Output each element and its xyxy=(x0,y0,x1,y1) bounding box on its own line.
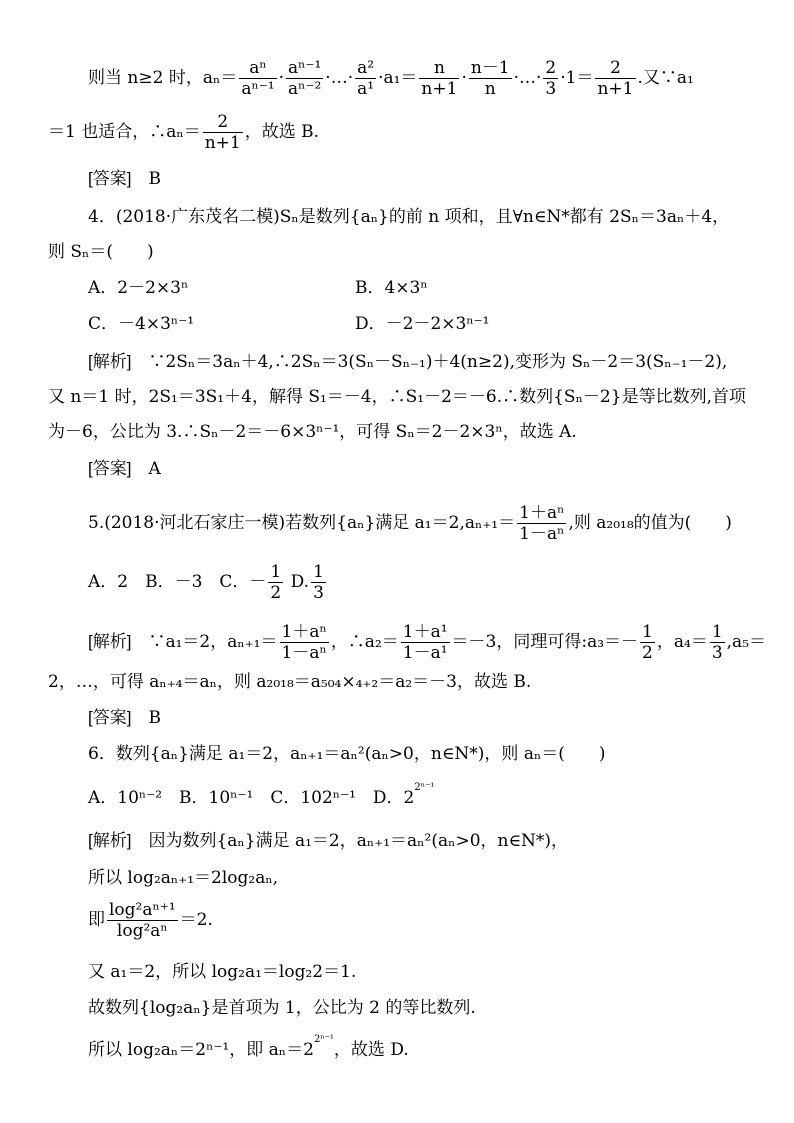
text: ·…· xyxy=(513,68,542,88)
superscript: 2ⁿ⁻¹ xyxy=(313,1034,334,1046)
solution-6-line-1 xyxy=(88,829,568,853)
denominator: a¹ xyxy=(357,79,375,99)
text: D. xyxy=(290,572,310,592)
text: aₙ＝ xyxy=(202,68,238,88)
text: ·a₁＝ xyxy=(378,68,418,88)
answer-3 xyxy=(88,167,161,191)
question-5 xyxy=(88,503,732,544)
fraction xyxy=(203,112,243,153)
denominator: 2 xyxy=(642,643,653,663)
option-4a: A．2－2×3ⁿ xyxy=(88,278,189,298)
text: ＝2. xyxy=(179,910,213,930)
question-5-options xyxy=(88,562,328,603)
denominator: aⁿ⁻² xyxy=(288,79,322,99)
denominator: 3 xyxy=(313,583,324,603)
denominator: aⁿ⁻¹ xyxy=(241,79,275,99)
text: A．2 B．－3 C．－ xyxy=(88,572,267,592)
denominator: 1－aⁿ xyxy=(281,643,327,663)
numerator: aⁿ⁻¹ xyxy=(288,58,322,78)
option-4c: C．－4×3ⁿ⁻¹ xyxy=(88,314,195,334)
denominator: 3 xyxy=(545,79,557,99)
denominator: n+1 xyxy=(597,79,634,99)
answer-label: [答案] xyxy=(88,708,132,727)
text: 5.(2018·河北石家庄一模)若数列{aₙ}满足 a₁＝2,aₙ₊₁＝ xyxy=(88,513,516,533)
denominator: 3 xyxy=(711,643,723,663)
numerator: 1＋aⁿ xyxy=(519,503,565,523)
question-4: 4．(2018·广东茂名二模)Sₙ是数列{aₙ}的前 n 项和，且∀n∈N*都有 2Sₙ＝3aₙ＋4， xyxy=(88,207,730,227)
answer-4 xyxy=(88,457,161,481)
text: 因为数列{aₙ}满足 a₁＝2，aₙ₊₁＝aₙ²(aₙ>0，n∈N*)， xyxy=(148,831,569,851)
numerator: aⁿ xyxy=(239,58,276,79)
solution-5-line-1 xyxy=(88,622,766,663)
answer-label: [答案] xyxy=(88,459,132,478)
numerator: 2 xyxy=(595,58,635,79)
numerator: 1＋aⁿ xyxy=(281,622,327,642)
solution-4-line-2: 又 n＝1 时，2S₁＝3S₁＋4，解得 S₁＝－4，∴S₁－2＝－6.∴数列{Sₙ－2}是等比数列,首项 xyxy=(48,387,746,407)
numerator: n－1 xyxy=(470,58,510,78)
text: ＝－3，同理可得:a₃＝－ xyxy=(451,632,639,652)
fraction xyxy=(469,58,512,99)
text: ∵a₁＝2，aₙ₊₁＝ xyxy=(148,632,278,652)
solution-6-line-6 xyxy=(88,1034,409,1062)
denominator: log²aⁿ xyxy=(116,921,168,941)
fraction xyxy=(239,58,276,99)
numerator: n xyxy=(419,58,459,79)
fraction xyxy=(286,58,323,99)
fraction xyxy=(280,622,329,663)
text: ∵2Sₙ＝3aₙ＋4,∴2Sₙ＝3(Sₙ－Sₙ₋₁)＋4(n≥2),变形为 Sₙ－2＝3(Sₙ₋₁－2), xyxy=(148,352,728,372)
solution-6-line-5: 故数列{log₂aₙ}是首项为 1，公比为 2 的等比数列. xyxy=(88,998,476,1018)
denominator: n+1 xyxy=(204,133,241,153)
fraction xyxy=(517,503,566,544)
question-6: 6．数列{aₙ}满足 a₁＝2，aₙ₊₁＝aₙ²(aₙ>0，n∈N*)，则 aₙ＝( ) xyxy=(88,744,606,764)
solution-6-line-2: 所以 log₂aₙ₊₁＝2log₂aₙ, xyxy=(88,868,279,888)
solution-4-line-1 xyxy=(88,350,727,374)
fraction xyxy=(311,562,326,603)
fraction xyxy=(595,58,635,99)
option-4b: B．4×3ⁿ xyxy=(355,278,428,298)
solution-4-line-3: 为－6，公比为 3.∴Sₙ－2＝－6×3ⁿ⁻¹，可得 Sₙ＝2－2×3ⁿ，故选 A. xyxy=(48,422,577,442)
answer-value: A xyxy=(148,459,161,479)
text: ，∴a₂＝ xyxy=(330,632,399,652)
text: ＝1 也适合，∴aₙ＝ xyxy=(48,122,201,142)
analysis-label: [解析] xyxy=(88,831,132,850)
option-4d: D．－2－2×3ⁿ⁻¹ xyxy=(355,314,490,334)
text: ，a₄＝ xyxy=(656,632,708,652)
superscript: 2ⁿ⁻¹ xyxy=(414,782,435,794)
solution-3-line-1 xyxy=(88,58,694,99)
text: ·1＝ xyxy=(560,68,594,88)
denominator: 2 xyxy=(270,583,282,603)
question-4-cont: 则 Sₙ＝( ) xyxy=(48,242,154,262)
text: ,a₅＝ xyxy=(726,632,767,652)
text: ，故选 D. xyxy=(333,1040,409,1060)
numerator: log²aⁿ⁺¹ xyxy=(109,900,176,920)
fraction xyxy=(640,622,655,663)
text: 则当 n≥2 时， xyxy=(88,68,203,88)
denominator: 1－a¹ xyxy=(402,643,448,663)
answer-5 xyxy=(88,706,161,730)
text: 故选 B. xyxy=(261,122,320,142)
fraction xyxy=(710,622,725,663)
denominator: 1－aⁿ xyxy=(519,524,565,544)
text: 即 xyxy=(88,910,105,930)
numerator: 2 xyxy=(203,112,243,133)
fraction xyxy=(401,622,450,663)
analysis-label: [解析] xyxy=(88,632,132,651)
numerator: 2 xyxy=(545,58,557,78)
answer-label: [答案] xyxy=(88,169,132,188)
solution-3-line-2: ＝1 也适合，∴aₙ＝ $\frac{2}{n+1}$ ，故选 B. xyxy=(48,112,320,153)
fraction xyxy=(268,562,283,603)
text: ,则 a₂₀₁₈的值为( ) xyxy=(568,513,732,533)
numerator: 1＋a¹ xyxy=(402,622,448,642)
numerator: a² xyxy=(357,58,375,78)
text: ·…· xyxy=(325,68,354,88)
numerator: 1 xyxy=(313,562,324,582)
text: · xyxy=(461,68,467,88)
text: · xyxy=(278,68,285,88)
text: 所以 log₂aₙ＝2ⁿ⁻¹，即 aₙ＝2 xyxy=(88,1040,314,1060)
numerator: 1 xyxy=(711,622,723,642)
numerator: 1 xyxy=(270,562,282,582)
fraction xyxy=(355,58,376,99)
solution-6-line-4: 又 a₁＝2，所以 log₂a₁＝log₂2＝1. xyxy=(88,962,357,982)
analysis-label: [解析] xyxy=(88,352,132,371)
text: . xyxy=(637,68,643,88)
fraction xyxy=(107,900,178,941)
text: A．10ⁿ⁻² B．10ⁿ⁻¹ C．102ⁿ⁻¹ D．2 xyxy=(88,788,415,808)
solution-5-line-2: 2，…，可得 aₙ₊₄＝aₙ，则 a₂₀₁₈＝a₅₀₄×₄₊₂＝a₂＝－3，故选 B. xyxy=(48,672,532,692)
solution-6-line-3 xyxy=(88,900,213,941)
answer-value: B xyxy=(148,708,161,728)
numerator: 1 xyxy=(642,622,653,642)
fraction xyxy=(543,58,558,99)
fraction xyxy=(419,58,459,99)
question-6-options xyxy=(88,782,435,810)
denominator: n+1 xyxy=(421,79,458,99)
text: 又∵a₁ xyxy=(642,68,694,88)
denominator: n xyxy=(484,79,496,99)
answer-value: B xyxy=(148,169,161,189)
